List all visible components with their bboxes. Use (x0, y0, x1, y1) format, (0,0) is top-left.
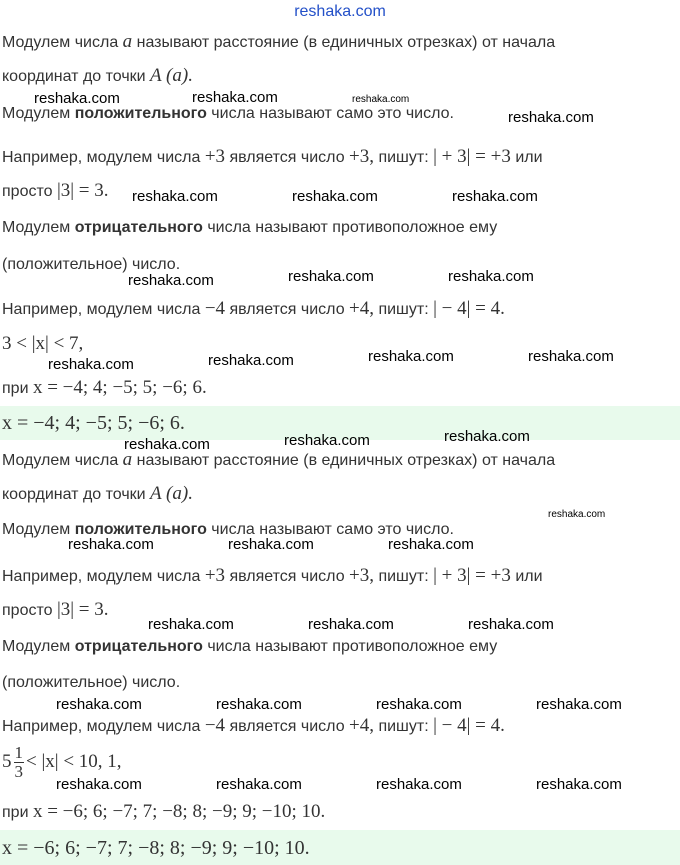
watermark: reshaka.com (292, 188, 378, 205)
watermark: reshaka.com (208, 352, 294, 369)
site-header-watermark: reshaka.com (294, 3, 386, 20)
b2-line-7: (положительное) число. (2, 674, 181, 691)
b2-line-1: Модулем числа a называют расстояние (в единичных отрезках) от начала (2, 449, 556, 470)
b1-inequality: 3 < |x| < 7, (2, 333, 84, 354)
watermark: reshaka.com (228, 536, 314, 553)
b1-line-1: Модулем числа a называют расстояние (в единичных отрезках) от начала (2, 31, 556, 52)
watermark: reshaka.com (508, 109, 594, 126)
b2-when-line: при x = −6; 6; −7; 7; −8; 8; −9; 9; −10; 10. (2, 801, 326, 822)
b2-line-3: Модулем положительного числа называют само это число. (2, 521, 454, 538)
b1-line-7: (положительное) число. (2, 256, 181, 273)
mixed-fraction: $\frac{1}{3}$ (14, 743, 23, 782)
watermark: reshaka.com (468, 616, 554, 633)
watermark: reshaka.com (536, 696, 622, 713)
watermark: reshaka.com (128, 272, 214, 289)
watermark: reshaka.com (352, 94, 410, 105)
watermark: reshaka.com (124, 436, 210, 453)
watermark: reshaka.com (132, 188, 218, 205)
watermark: reshaka.com (192, 89, 278, 106)
b1-when-line: при x = −4; 4; −5; 5; −6; 6. (2, 377, 207, 398)
watermark: reshaka.com (452, 188, 538, 205)
watermark: reshaka.com (376, 696, 462, 713)
watermark: reshaka.com (308, 616, 394, 633)
b1-line-6: Модулем отрицательного числа называют противоположное ему (2, 219, 498, 236)
b1-line-4: Например, модулем числа +3 является число +3, пишут: | + 3| = +3 или (2, 146, 543, 167)
watermark: reshaka.com (216, 776, 302, 793)
b2-inequality: 5 $\frac{1}{3}$ < |x| < 10, 1, (2, 743, 122, 782)
watermark: reshaka.com (148, 616, 234, 633)
b1-answer: x = −4; 4; −5; 5; −6; 6. (2, 412, 185, 434)
watermark: reshaka.com (528, 348, 614, 365)
b2-line-5: просто |3| = 3. (2, 599, 109, 620)
b2-line-4: Например, модулем числа +3 является число +3, пишут: | + 3| = +3 или (2, 565, 543, 586)
watermark: reshaka.com (376, 776, 462, 793)
b2-line-8: Например, модулем числа −4 является число +4, пишут: | − 4| = 4. (2, 715, 505, 736)
b2-answer: x = −6; 6; −7; 7; −8; 8; −9; 9; −10; 10. (2, 837, 310, 859)
b1-line-3: Модулем положительного числа называют само это число. (2, 105, 454, 122)
watermark: reshaka.com (284, 432, 370, 449)
watermark: reshaka.com (288, 268, 374, 285)
watermark: reshaka.com (388, 536, 474, 553)
watermark: reshaka.com (216, 696, 302, 713)
watermark: reshaka.com (448, 268, 534, 285)
watermark: reshaka.com (68, 536, 154, 553)
b1-line-5: просто |3| = 3. (2, 180, 109, 201)
watermark: reshaka.com (34, 90, 120, 107)
watermark: reshaka.com (48, 356, 134, 373)
watermark: reshaka.com (56, 776, 142, 793)
watermark: reshaka.com (444, 428, 530, 445)
watermark: reshaka.com (56, 696, 142, 713)
watermark: reshaka.com (368, 348, 454, 365)
b2-line-2: координат до точки A (a). (2, 483, 193, 504)
b1-line-2: координат до точки A (a). (2, 65, 193, 86)
watermark: reshaka.com (548, 509, 606, 520)
watermark: reshaka.com (536, 776, 622, 793)
b1-line-8: Например, модулем числа −4 является число +4, пишут: | − 4| = 4. (2, 298, 505, 319)
b2-line-6: Модулем отрицательного числа называют противоположное ему (2, 638, 498, 655)
